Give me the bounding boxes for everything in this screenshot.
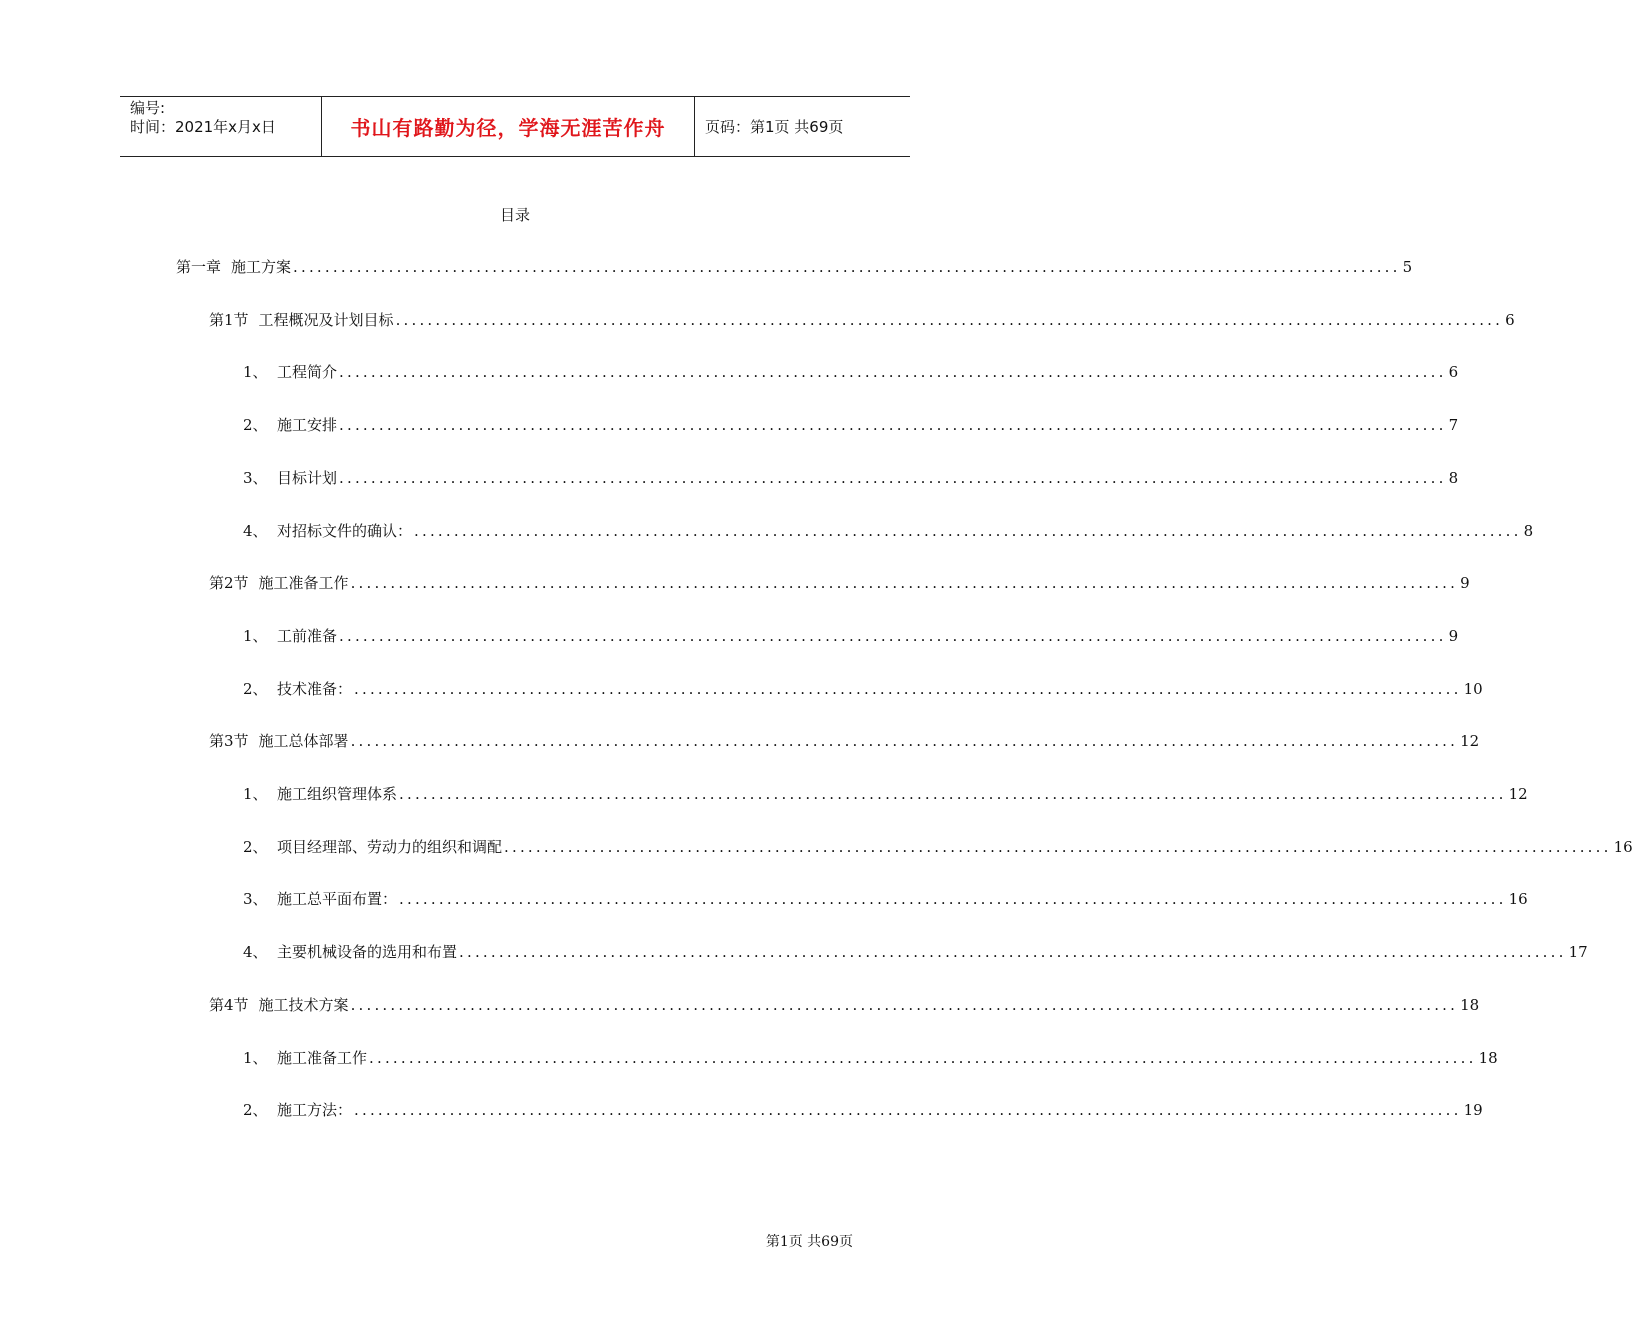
toc-entry-text: 施工安排: [277, 416, 338, 434]
toc-entry[interactable]: [243, 783, 1528, 805]
toc-entry-text: 目标计划: [277, 469, 338, 487]
toc-entry-leader: ...........................................................................................................................................: [414, 522, 1522, 540]
toc-entry-leader: ...........................................................................................................................................: [339, 469, 1447, 487]
toc-entry-text: 项目经理部、劳动力的组织和调配: [277, 838, 503, 856]
toc-entry-leader: ...........................................................................................................................................: [369, 1049, 1477, 1067]
toc-entry[interactable]: [243, 467, 1459, 489]
toc-entry-label: [209, 994, 349, 1015]
toc-entry-page: 16: [1613, 838, 1633, 856]
toc-entry-label: [243, 836, 502, 857]
toc-entry[interactable]: [243, 678, 1483, 700]
toc-entry-text: 工程简介: [277, 363, 338, 381]
toc-entry-number: 第一章: [176, 258, 222, 276]
toc-entry-text: 施工组织管理体系: [277, 785, 398, 803]
toc-entry[interactable]: [209, 309, 1515, 331]
toc-entry-page: 18: [1460, 996, 1480, 1014]
toc-entry-leader: ...........................................................................................................................................: [395, 311, 1504, 329]
toc-entry-text: 技术准备：: [277, 680, 353, 698]
document-header: [120, 96, 910, 157]
toc-entry-leader: ...........................................................................................................................................: [339, 627, 1447, 645]
toc-entry-label: [209, 309, 394, 330]
toc-entry-leader: ...........................................................................................................................................: [350, 574, 1459, 592]
toc-entry-label: [243, 888, 397, 909]
number-label: 编号:: [130, 99, 166, 117]
toc-entry-number: 第2节: [209, 574, 249, 592]
toc-entry-page: 18: [1478, 1049, 1498, 1067]
toc-entry-leader: ...........................................................................................................................................: [339, 416, 1447, 434]
toc-entry[interactable]: [243, 1099, 1483, 1121]
toc-entry[interactable]: [243, 361, 1459, 383]
toc-entry-leader: ...........................................................................................................................................: [350, 732, 1459, 750]
toc-entry[interactable]: [176, 256, 1413, 278]
toc-entry-page: 12: [1508, 785, 1528, 803]
toc-entry-page: 6: [1448, 363, 1459, 381]
toc-entry-label: [243, 1047, 367, 1068]
toc-entry-label: [243, 520, 412, 541]
toc-entry-text: 施工准备工作: [258, 574, 349, 592]
toc-entry[interactable]: [209, 572, 1470, 594]
toc-entry-leader: ...........................................................................................................................................: [339, 363, 1447, 381]
toc-entry-page: 19: [1463, 1101, 1483, 1119]
toc-entry[interactable]: [243, 625, 1459, 647]
toc-entry-text: 施工方案: [231, 258, 292, 276]
toc-entry-label: [243, 783, 397, 804]
toc-entry-page: 6: [1505, 311, 1515, 329]
toc-entry-label: [243, 414, 337, 435]
toc-entry-number: 3、: [243, 469, 268, 487]
toc-entry[interactable]: [243, 941, 1588, 963]
toc-entry[interactable]: [243, 888, 1528, 910]
toc-entry-text: 施工方法：: [277, 1101, 353, 1119]
toc-entry-number: 2、: [243, 416, 268, 434]
toc-entry[interactable]: [243, 836, 1633, 858]
toc-entry-number: 1、: [243, 627, 268, 645]
toc-entry-number: 4、: [243, 943, 268, 961]
toc-entry-number: 第3节: [209, 732, 249, 750]
toc-entry-number: 4、: [243, 522, 268, 540]
toc-entry-label: [243, 361, 337, 382]
toc-entry-page: 9: [1460, 574, 1470, 592]
toc-entry[interactable]: [243, 1047, 1498, 1069]
toc-entry-label: [176, 256, 291, 277]
toc-entry-number: 1、: [243, 363, 268, 381]
toc-entry-page: 16: [1508, 890, 1528, 908]
header-motto: 书山有路勤为径，学海无涯苦作舟: [321, 97, 695, 156]
toc-entry-text: 工程概况及计划目标: [258, 311, 394, 329]
toc-entry-number: 第1节: [209, 311, 249, 329]
toc-entry-number: 2、: [243, 838, 268, 856]
toc-entry-page: 9: [1448, 627, 1459, 645]
footer-page-info: 第1页 共69页: [765, 1234, 853, 1250]
toc-entry-text: 施工技术方案: [258, 996, 349, 1014]
toc-entry-page: 10: [1463, 680, 1483, 698]
toc-entry-text: 施工准备工作: [277, 1049, 368, 1067]
toc-entry-leader: ...........................................................................................................................................: [399, 890, 1507, 908]
toc-entry-label: [243, 625, 337, 646]
toc-entry-page: 12: [1460, 732, 1480, 750]
header-meta: [120, 97, 321, 156]
toc-entry-leader: ...........................................................................................................................................: [354, 680, 1462, 698]
toc-entry-text: 施工总平面布置：: [277, 890, 398, 908]
toc-entry[interactable]: [243, 414, 1459, 436]
toc-entry-number: 1、: [243, 1049, 268, 1067]
toc-entry-text: 施工总体部署: [258, 732, 349, 750]
toc-entry-label: [209, 730, 349, 751]
toc-entry[interactable]: [243, 520, 1534, 542]
toc-entry-number: 2、: [243, 680, 268, 698]
toc-entry-leader: ...........................................................................................................................................: [354, 1101, 1462, 1119]
toc-entry-page: 7: [1448, 416, 1459, 434]
toc-entry-label: [243, 678, 352, 699]
toc-entry-page: 8: [1448, 469, 1459, 487]
toc-entry-page: 8: [1523, 522, 1534, 540]
toc-entry-label: [243, 1099, 352, 1120]
toc-entry-number: 1、: [243, 785, 268, 803]
toc-entry-leader: ...........................................................................................................................................: [399, 785, 1507, 803]
toc-entry-number: 2、: [243, 1101, 268, 1119]
toc-entry-label: [243, 467, 337, 488]
toc-entry-label: [209, 572, 349, 593]
toc-title: 目录: [499, 206, 530, 224]
toc-entry[interactable]: [209, 730, 1480, 752]
toc-entry-number: 3、: [243, 890, 268, 908]
toc-entry-text: 对招标文件的确认：: [277, 522, 413, 540]
time-label: 时间：2021年x月x日: [130, 118, 276, 136]
toc-entry-leader: ...........................................................................................................................................: [504, 838, 1612, 856]
toc-entry-leader: ...........................................................................................................................................: [293, 258, 1401, 276]
toc-entry-leader: ...........................................................................................................................................: [459, 943, 1567, 961]
toc-entry-leader: ...........................................................................................................................................: [350, 996, 1459, 1014]
toc-entry-page: 5: [1402, 258, 1413, 276]
toc-entry-text: 工前准备: [277, 627, 338, 645]
header-page-info: 页码：第1页 共69页: [705, 118, 844, 136]
toc-entry-number: 第4节: [209, 996, 249, 1014]
toc-entry-page: 17: [1568, 943, 1588, 961]
toc-entry-label: [243, 941, 457, 962]
toc-entry[interactable]: [209, 994, 1480, 1016]
toc-entry-text: 主要机械设备的选用和布置: [277, 943, 458, 961]
